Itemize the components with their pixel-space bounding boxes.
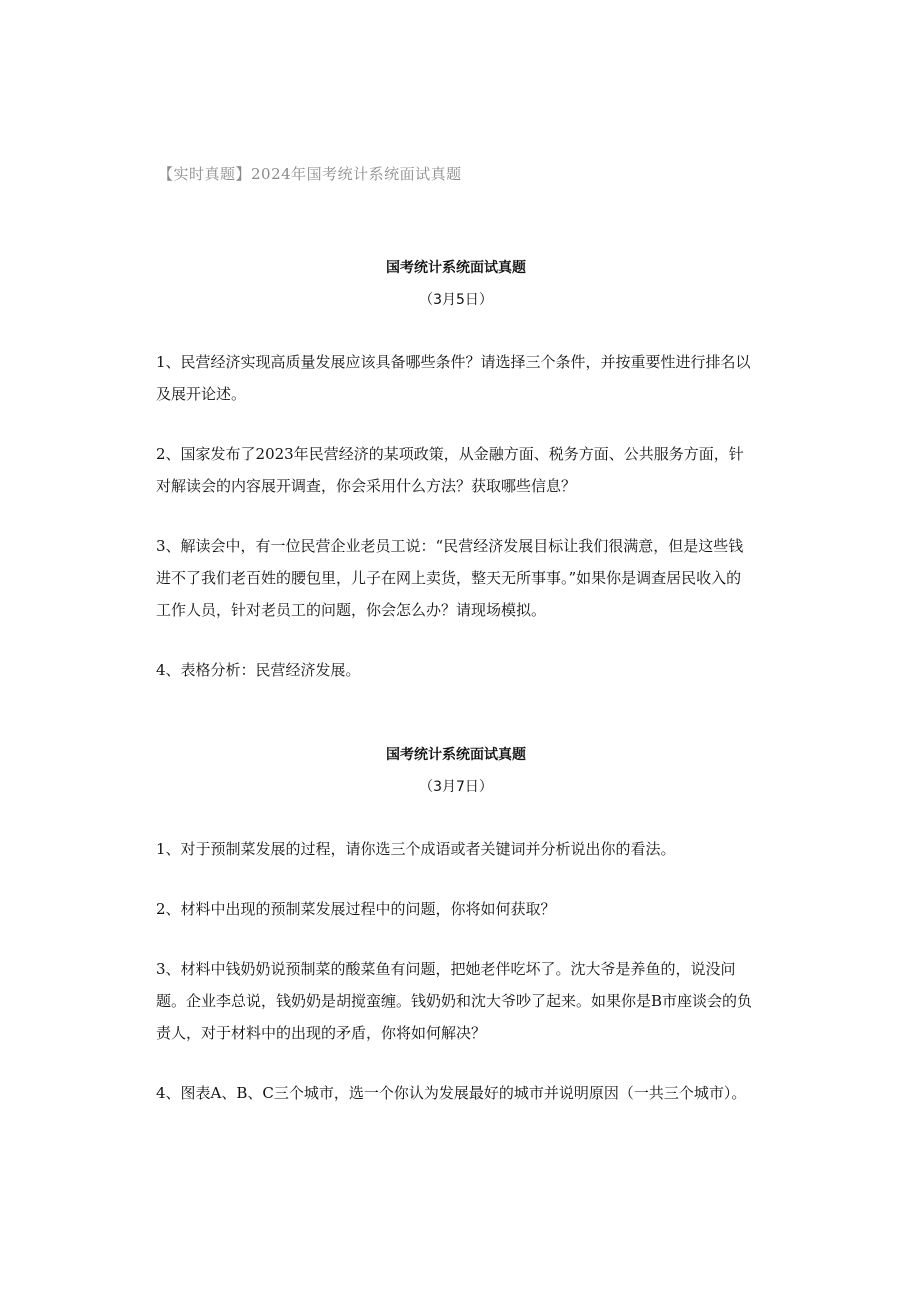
- question-item: 2、国家发布了2023年民营经济的某项政策，从金融方面、税务方面、公共服务方面，针对解读会的内容展开调查，你会采用什么方法？获取哪些信息？: [156, 445, 744, 495]
- section-date: （3月7日）: [419, 779, 493, 795]
- exam-section-march-7: [156, 745, 756, 1109]
- document-heading: 【实时真题】2024年国考统计系统面试真题: [158, 165, 462, 183]
- question-item: 4、表格分析：民营经济发展。: [156, 661, 361, 679]
- question-item: 1、民营经济实现高质量发展应该具备哪些条件？请选择三个条件，并按重要性进行排名以及展开论述。: [156, 353, 751, 403]
- question-list: [156, 833, 756, 1109]
- section-date: （3月5日）: [419, 292, 493, 308]
- section-title: 国考统计系统面试真题: [386, 747, 526, 763]
- question-item: 2、材料中出现的预制菜发展过程中的问题，你将如何获取？: [156, 900, 556, 918]
- question-list: [156, 346, 756, 686]
- exam-section-march-5: [156, 258, 756, 686]
- section-title: 国考统计系统面试真题: [386, 260, 526, 276]
- question-item: 3、解读会中，有一位民营企业老员工说：“民营经济发展目标让我们很满意，但是这些钱进不了我们老百姓的腰包里，儿子在网上卖货，整天无所事事。”如果你是调查居民收入的工作人员，针对老员工的问题，你会怎么办？请现场模拟。: [156, 537, 744, 619]
- question-item: 3、材料中钱奶奶说预制菜的酸菜鱼有问题，把她老伴吃坏了。沈大爷是养鱼的，说没问题。企业李总说，钱奶奶是胡搅蛮缠。钱奶奶和沈大爷吵了起来。如果你是B市座谈会的负责人，对于材料中的出现的矛盾，你将如何解决？: [156, 960, 753, 1042]
- question-item: 4、图表A、B、C三个城市，选一个你认为发展最好的城市并说明原因（一共三个城市）。: [156, 1084, 747, 1102]
- question-item: 1、对于预制菜发展的过程，请你选三个成语或者关键词并分析说出你的看法。: [156, 840, 676, 858]
